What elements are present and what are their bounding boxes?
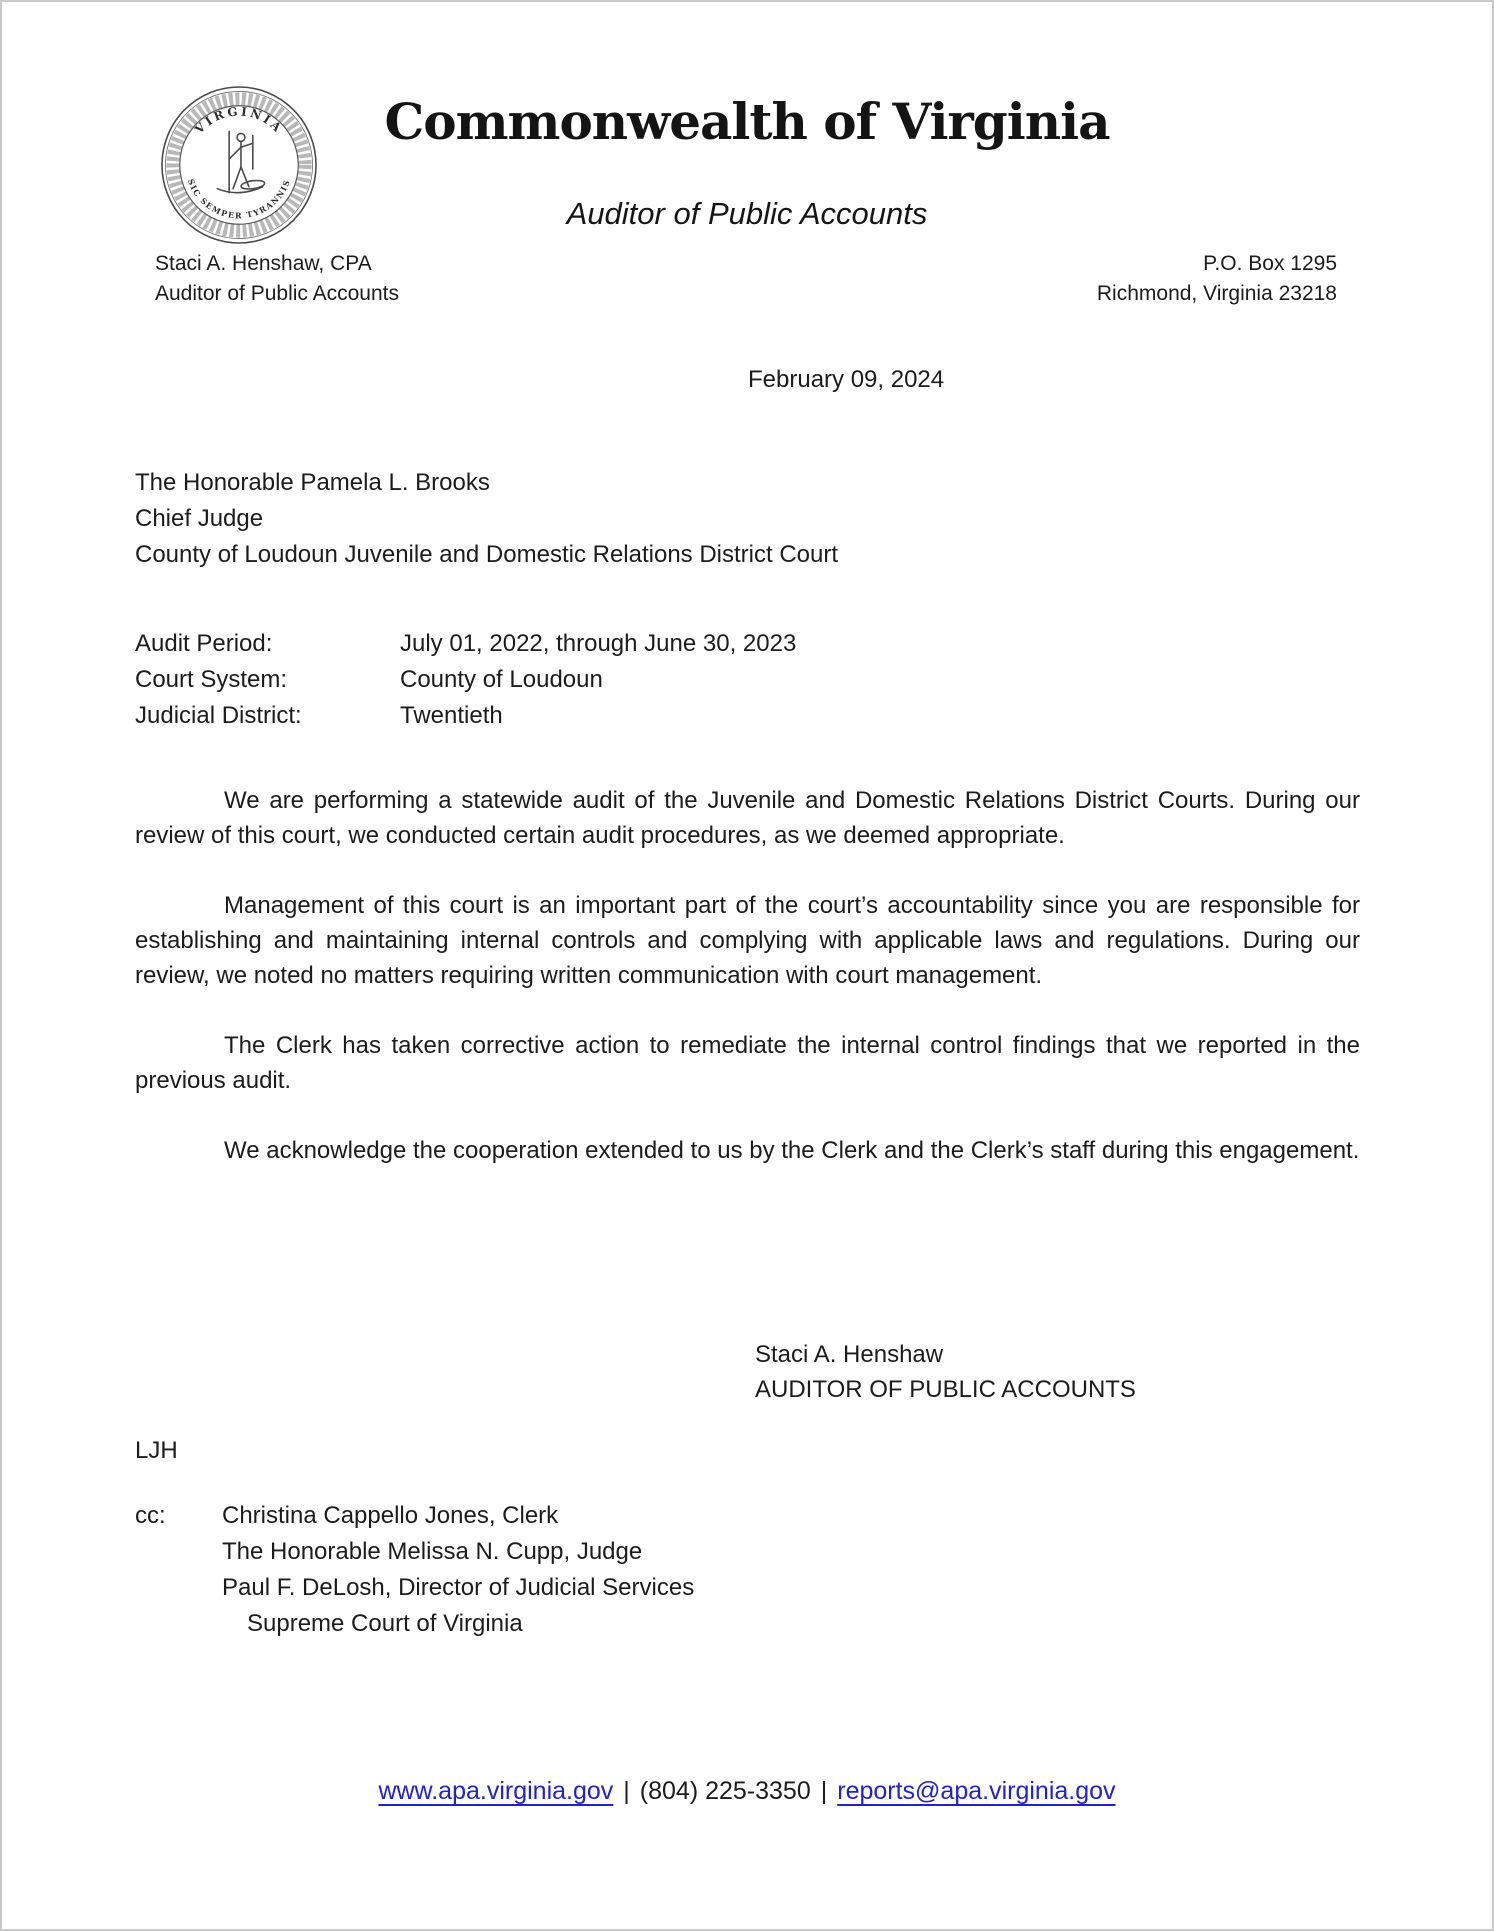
cc-item: The Honorable Melissa N. Cupp, Judge	[222, 1538, 643, 1565]
signature-title: AUDITOR OF PUBLIC ACCOUNTS	[755, 1376, 1136, 1403]
detail-label: Court System:	[135, 666, 288, 693]
signature-block	[755, 1337, 1136, 1407]
cc-list	[222, 1498, 1360, 1642]
paragraph: The Clerk has taken corrective action to remediate the internal control findings that we reported in the previous audit.	[135, 1032, 1360, 1094]
cc-label: cc:	[135, 1502, 166, 1529]
detail-row-judicial-district	[135, 698, 1360, 734]
recipient-title: Chief Judge	[135, 505, 264, 532]
address-city-state: Richmond, Virginia 23218	[1096, 282, 1337, 305]
office-address-block	[1097, 249, 1337, 309]
detail-value: Twentieth	[400, 702, 503, 729]
detail-label: Judicial District:	[135, 702, 302, 729]
letterhead-title: Commonwealth of Virginia	[384, 92, 1110, 151]
email-link[interactable]: reports@apa.virginia.gov	[837, 1777, 1116, 1805]
auditor-name: Staci A. Henshaw, CPA	[155, 252, 372, 275]
page-footer	[0, 1774, 1494, 1809]
letter-date: February 09, 2024	[748, 366, 945, 393]
paragraph: We are performing a statewide audit of the Juvenile and Domestic Relations District Courts. During our review of this court, we conducted certain audit procedures, as we deemed appropriate.	[135, 787, 1360, 849]
cc-item-suborg: Supreme Court of Virginia	[247, 1610, 523, 1637]
letter-body	[135, 783, 1360, 1168]
recipient-name: The Honorable Pamela L. Brooks	[135, 469, 490, 496]
auditor-contact-block	[155, 249, 399, 309]
phone-number: (804) 225-3350	[639, 1777, 811, 1805]
paragraph: We acknowledge the cooperation extended to us by the Clerk and the Clerk’s staff during this engagement.	[224, 1137, 1360, 1164]
typist-initials: LJH	[135, 1437, 178, 1464]
detail-value: July 01, 2022, through June 30, 2023	[400, 630, 797, 657]
detail-row-court-system	[135, 662, 1360, 698]
website-link[interactable]: www.apa.virginia.gov	[378, 1777, 614, 1805]
paragraph: Management of this court is an important part of the court’s accountability since you are responsible for establishing and maintaining internal controls and complying with applicable laws and regulations. During our review, we noted no matters requiring written communication with court management.	[135, 892, 1360, 989]
recipient-block	[135, 465, 1360, 573]
cc-item: Christina Cappello Jones, Clerk	[222, 1502, 559, 1529]
detail-row-audit-period	[135, 626, 1360, 662]
letterhead-subtitle: Auditor of Public Accounts	[566, 196, 928, 231]
footer-separator: |	[820, 1777, 828, 1805]
auditor-title: Auditor of Public Accounts	[155, 282, 399, 305]
audit-details-block	[135, 626, 1360, 734]
seal-top-text: VIRGINIA	[192, 104, 286, 137]
address-po-box: P.O. Box 1295	[1203, 252, 1337, 275]
cc-item: Paul F. DeLosh, Director of Judicial Services	[222, 1574, 695, 1601]
recipient-court: County of Loudoun Juvenile and Domestic Relations District Court	[135, 541, 839, 568]
detail-label: Audit Period:	[135, 630, 273, 657]
footer-separator: |	[623, 1777, 630, 1805]
cc-block	[135, 1498, 1360, 1642]
signature-name: Staci A. Henshaw	[755, 1341, 944, 1368]
detail-value: County of Loudoun	[400, 666, 603, 693]
seal-bottom-text: SIC SEMPER TYRANNIS	[185, 177, 293, 221]
